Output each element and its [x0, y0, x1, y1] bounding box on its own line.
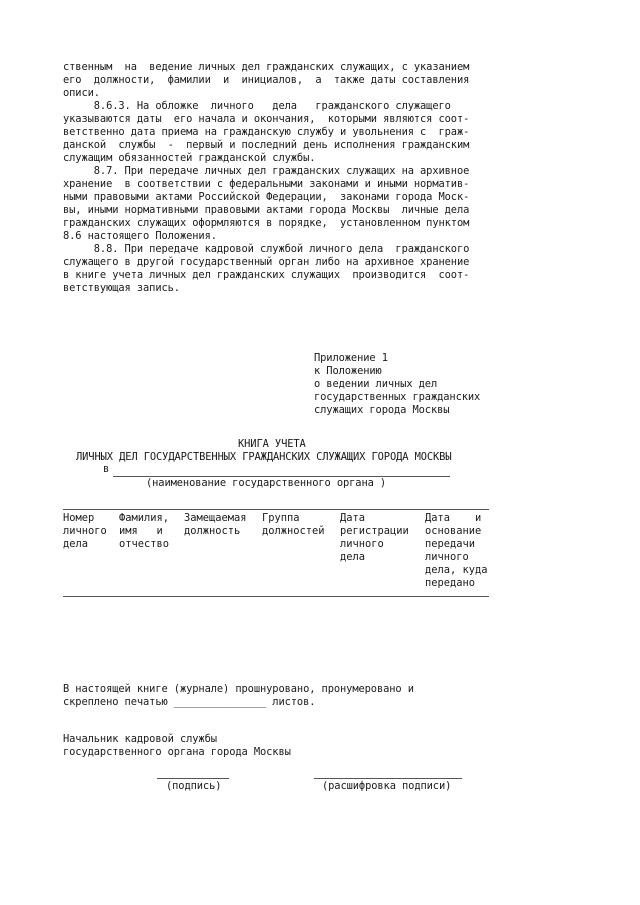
signatory-line: Начальник кадровой службы	[63, 733, 217, 745]
column-header: Дата	[340, 512, 366, 524]
column-header: Дата и	[425, 512, 482, 524]
column-header: передачи	[425, 538, 476, 550]
decoding-caption: (расшифровка подписи)	[322, 780, 452, 792]
decoding-blank	[314, 778, 462, 779]
signature-blank	[157, 778, 229, 779]
column-header: личного	[340, 538, 384, 550]
text-line: ными правовыми актами Российской Федерации, законами города Моск-	[63, 191, 470, 203]
appendix-line: к Положению	[314, 365, 382, 377]
text-line: 8.8. При передаче кадровой службой личного дела гражданского	[63, 243, 470, 255]
column-header: личного	[63, 525, 107, 537]
appendix-line: служащих города Москвы	[314, 404, 450, 416]
column-header: должность	[184, 525, 241, 537]
column-header: передано	[425, 577, 476, 589]
text-line: его должности, фамилии и инициалов, а также даты составления	[63, 74, 470, 86]
text-line: указываются даты его начала и окончания, которыми являются соот-	[63, 113, 470, 125]
appendix-line: Приложение 1	[314, 352, 388, 364]
column-header: дела	[340, 551, 366, 563]
organ-prefix: в	[103, 463, 110, 475]
column-header: имя и	[119, 525, 163, 537]
column-header: Замещаемая	[184, 512, 247, 524]
text-line: вы, иными нормативными правовыми актами города Москвы личные дела	[63, 204, 470, 216]
text-line: ветственно дата приема на гражданскую службу и увольнения с граж-	[63, 126, 470, 138]
text-line: служащего в другой государственный орган либо на архивное хранение	[63, 256, 470, 268]
column-header: отчество	[119, 538, 170, 550]
column-header: личного	[425, 551, 469, 563]
column-header: должностей	[262, 525, 325, 537]
text-line: служащим обязанностей гражданской службы.	[63, 152, 316, 164]
text-line: гражданских служащих оформляются в порядке, установленном пунктом	[63, 217, 470, 229]
text-line: хранение в соответствии с федеральными законами и иными норматив-	[63, 178, 470, 190]
book-subtitle: ЛИЧНЫХ ДЕЛ ГОСУДАРСТВЕННЫХ ГРАЖДАНСКИХ СЛУЖАЩИХ ГОРОДА МОСКВЫ	[76, 451, 452, 463]
appendix-line: государственных гражданских	[314, 391, 481, 403]
column-header: основание	[425, 525, 482, 537]
text-line: 8.6 настоящего Положения.	[63, 230, 217, 242]
signatory-line: государственного органа города Москвы	[63, 746, 291, 758]
text-line: описи.	[63, 87, 100, 99]
text-line: 8.6.3. На обложке личного дела гражданского служащего	[63, 100, 451, 112]
text-line: данской службы - первый и последний день исполнения гражданским	[63, 139, 470, 151]
appendix-line: о ведении личных дел	[314, 378, 438, 390]
column-header: дела, куда	[425, 564, 488, 576]
column-header: Фамилия,	[119, 512, 170, 524]
text-line: в книге учета личных дел гражданских служащих производится соот-	[63, 269, 470, 281]
text-line: ветствующая запись.	[63, 282, 180, 294]
column-header: Группа	[262, 512, 300, 524]
text-line: ственным на ведение личных дел гражданских служащих, с указанием	[63, 61, 470, 73]
book-title: КНИГА УЧЕТА	[238, 438, 306, 450]
signature-caption: (подпись)	[166, 780, 222, 792]
table-top-rule	[63, 509, 489, 510]
text-line: 8.7. При передаче личных дел гражданских служащих на архивное	[63, 165, 470, 177]
certification-line: скреплено печатью _______________ листов.	[63, 696, 316, 708]
table-bottom-rule	[63, 596, 489, 597]
column-header: регистрации	[340, 525, 409, 537]
column-header: Номер	[63, 512, 95, 524]
column-header: дела	[63, 538, 89, 550]
organ-name-caption: (наименование государственного органа )	[146, 477, 387, 489]
certification-line: В настоящей книге (журнале) прошнуровано, пронумеровано и	[63, 683, 414, 695]
